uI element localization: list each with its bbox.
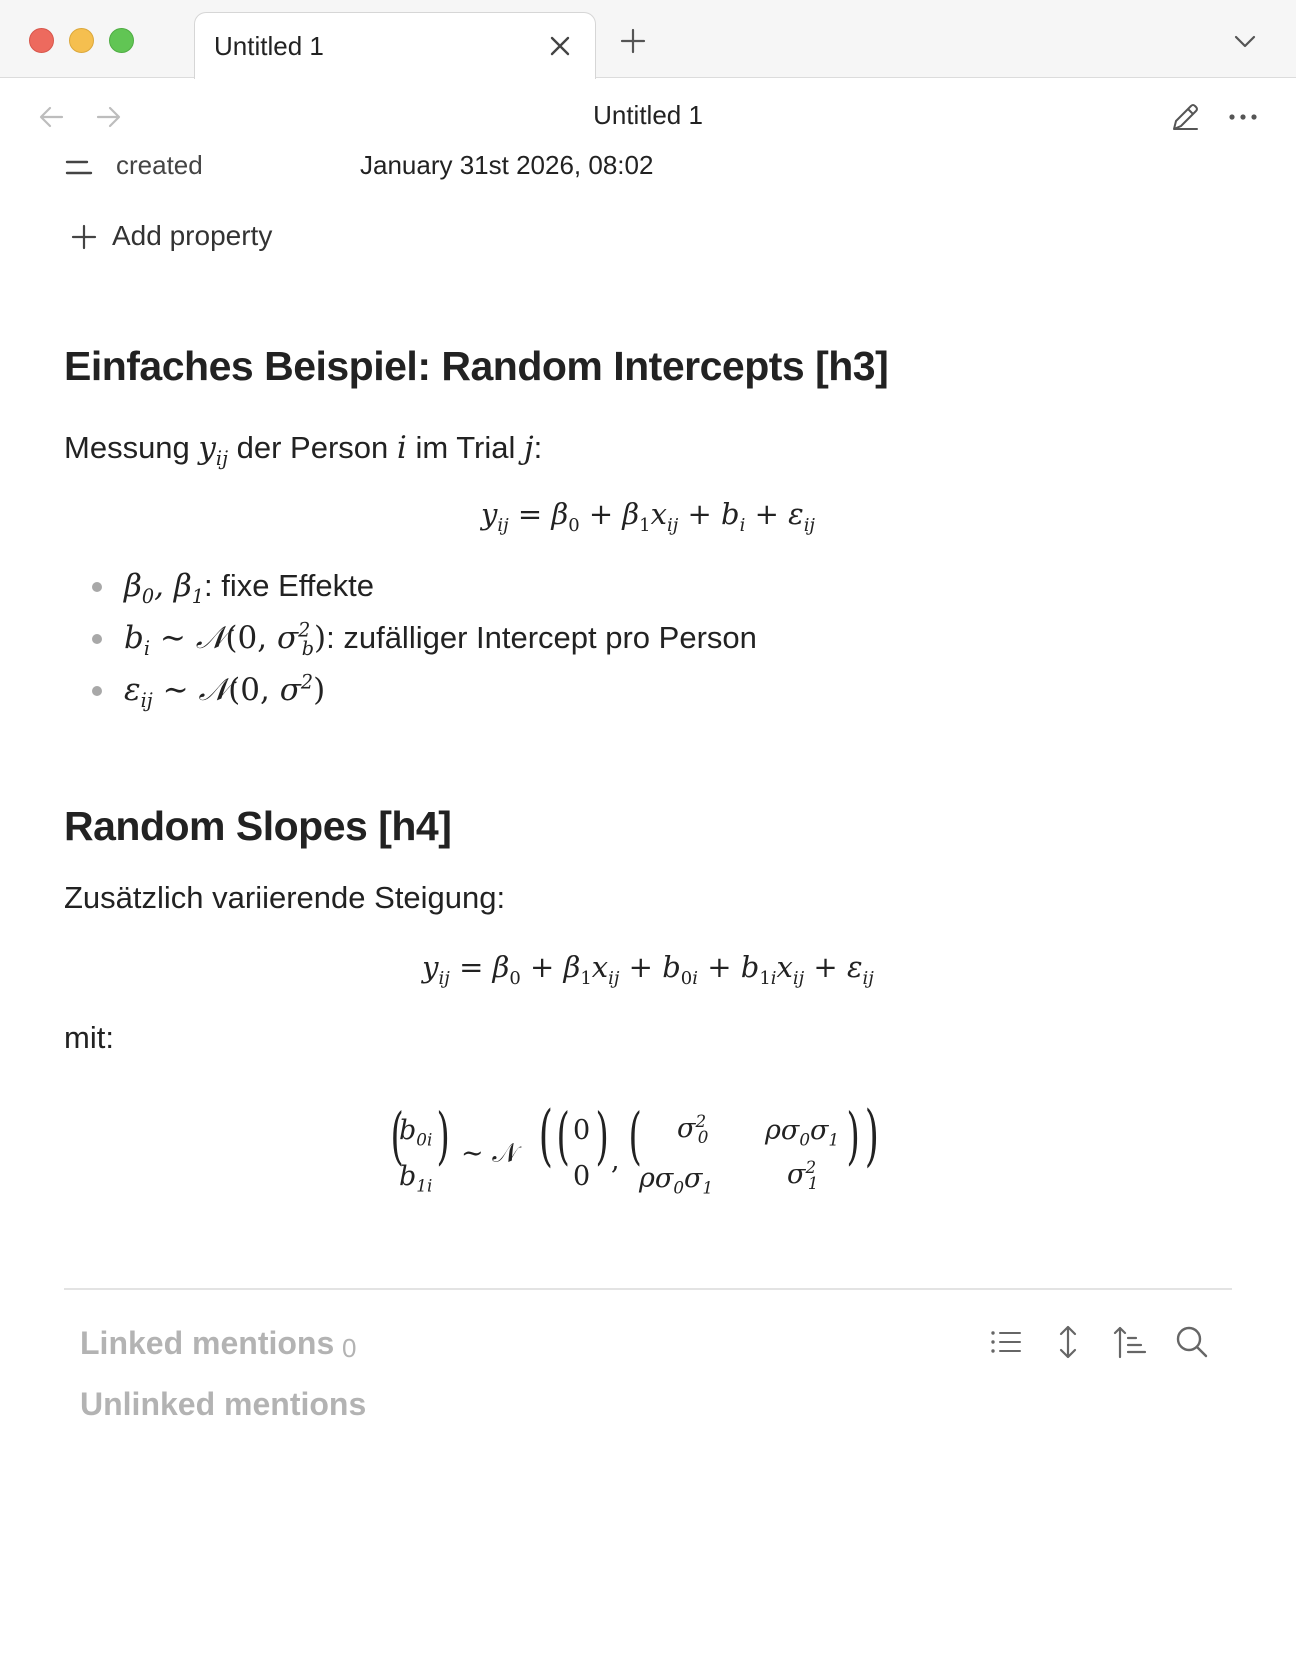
text-run: : xyxy=(533,430,543,465)
list-item xyxy=(124,618,757,661)
pencil-icon[interactable] xyxy=(1168,100,1202,134)
text-run: der Person xyxy=(228,430,397,465)
add-property-label: Add property xyxy=(112,220,273,251)
heading-h3: Einfaches Beispiel: Random Intercepts [h3] xyxy=(64,343,889,389)
matrix-cell: $b_{1i}$ xyxy=(399,1161,433,1196)
linked-mentions-heading[interactable]: Linked mentions xyxy=(80,1325,335,1361)
text-run: : fixe Effekte xyxy=(204,568,375,603)
text-run: Messung xyxy=(64,430,199,465)
matrix-cell: 0 xyxy=(573,1115,591,1146)
paren-right: ) xyxy=(846,1099,860,1172)
text-lines-icon[interactable] xyxy=(65,157,93,179)
list-bullet xyxy=(92,582,102,592)
paren-right: ) xyxy=(436,1099,450,1172)
matrix-cell: $\rho\sigma_0\sigma_1$ xyxy=(765,1115,840,1150)
search-icon[interactable] xyxy=(1174,1324,1210,1360)
math-inline: $\varepsilon_{ij}$ ∼ 𝒩(0, $\sigma^2$) xyxy=(124,670,326,713)
close-icon[interactable] xyxy=(547,33,573,59)
paragraph-measurement xyxy=(64,430,543,471)
matrix-cell: $\sigma^2_1$ xyxy=(787,1157,819,1194)
tab-title: Untitled 1 xyxy=(214,31,324,61)
math-inline: i xyxy=(396,430,407,466)
paren-left: ( xyxy=(538,1097,553,1174)
paren-right: ) xyxy=(595,1099,609,1172)
arrow-right-icon[interactable] xyxy=(94,104,122,130)
tab-untitled-1[interactable] xyxy=(194,12,596,79)
unlinked-mentions-heading[interactable]: Unlinked mentions xyxy=(80,1386,367,1422)
arrow-left-icon[interactable] xyxy=(38,104,66,130)
linked-mentions-count: 0 xyxy=(342,1333,357,1363)
sort-icon[interactable] xyxy=(1112,1324,1148,1360)
chevron-down-icon[interactable] xyxy=(1232,28,1258,54)
math-inline: $\beta_0$, $\beta_1$ xyxy=(124,568,204,609)
matrix-cell: $\sigma^2_0$ xyxy=(677,1111,709,1148)
math-display-random-slopes: $y_{ij} = \beta_0 + \beta_1x_{ij} + b_{0i} + b_{1i}x_{ij} + \varepsilon_{ij}$ xyxy=(422,950,874,989)
zoom-window-button[interactable] xyxy=(109,28,134,53)
list-item xyxy=(124,670,326,713)
list-bullet xyxy=(92,634,102,644)
paren-left: ( xyxy=(628,1099,642,1172)
tab-bar xyxy=(0,0,1296,78)
matrix-cell: $\rho\sigma_0\sigma_1$ xyxy=(639,1163,714,1198)
list-icon[interactable] xyxy=(988,1324,1024,1360)
paren-left: ( xyxy=(390,1099,404,1172)
math-display-random-intercepts: $y_{ij} = \beta_0 + \beta_1x_{ij} + b_i + \varepsilon_{ij}$ xyxy=(480,497,816,536)
math-symbol: ∼ 𝒩 xyxy=(461,1138,519,1169)
text-run: : zufälliger Intercept pro Person xyxy=(326,620,757,655)
property-key-created[interactable]: created xyxy=(116,150,203,180)
matrix-cell: 0 xyxy=(573,1161,591,1192)
close-window-button[interactable] xyxy=(29,28,54,53)
paragraph-with: mit: xyxy=(64,1020,114,1055)
plus-icon[interactable] xyxy=(618,26,648,56)
vertical-arrows-icon[interactable] xyxy=(1050,1324,1086,1360)
matrix-cell: $b_{0i}$ xyxy=(399,1115,433,1150)
paren-right: ) xyxy=(864,1097,879,1174)
paragraph-slopes: Zusätzlich variierende Steigung: xyxy=(64,880,506,915)
paren-left: ( xyxy=(556,1099,570,1172)
divider xyxy=(64,1288,1232,1290)
more-horizontal-icon[interactable] xyxy=(1226,100,1260,134)
math-display-covariance xyxy=(385,1097,915,1205)
plus-icon xyxy=(70,223,98,251)
math-inline: $y_{ij}$ xyxy=(198,430,229,471)
text-run: im Trial xyxy=(406,430,524,465)
math-symbol: , xyxy=(611,1145,620,1176)
list-bullet xyxy=(92,686,102,696)
math-inline: j xyxy=(523,430,534,466)
minimize-window-button[interactable] xyxy=(69,28,94,53)
property-value-created[interactable]: January 31st 2026, 08:02 xyxy=(360,150,654,180)
heading-h4: Random Slopes [h4] xyxy=(64,803,452,849)
view-title: Untitled 1 xyxy=(593,100,703,130)
math-inline: $b_i$ ∼ 𝒩(0, $\sigma^2_b$) xyxy=(124,618,327,661)
list-item xyxy=(124,568,375,609)
